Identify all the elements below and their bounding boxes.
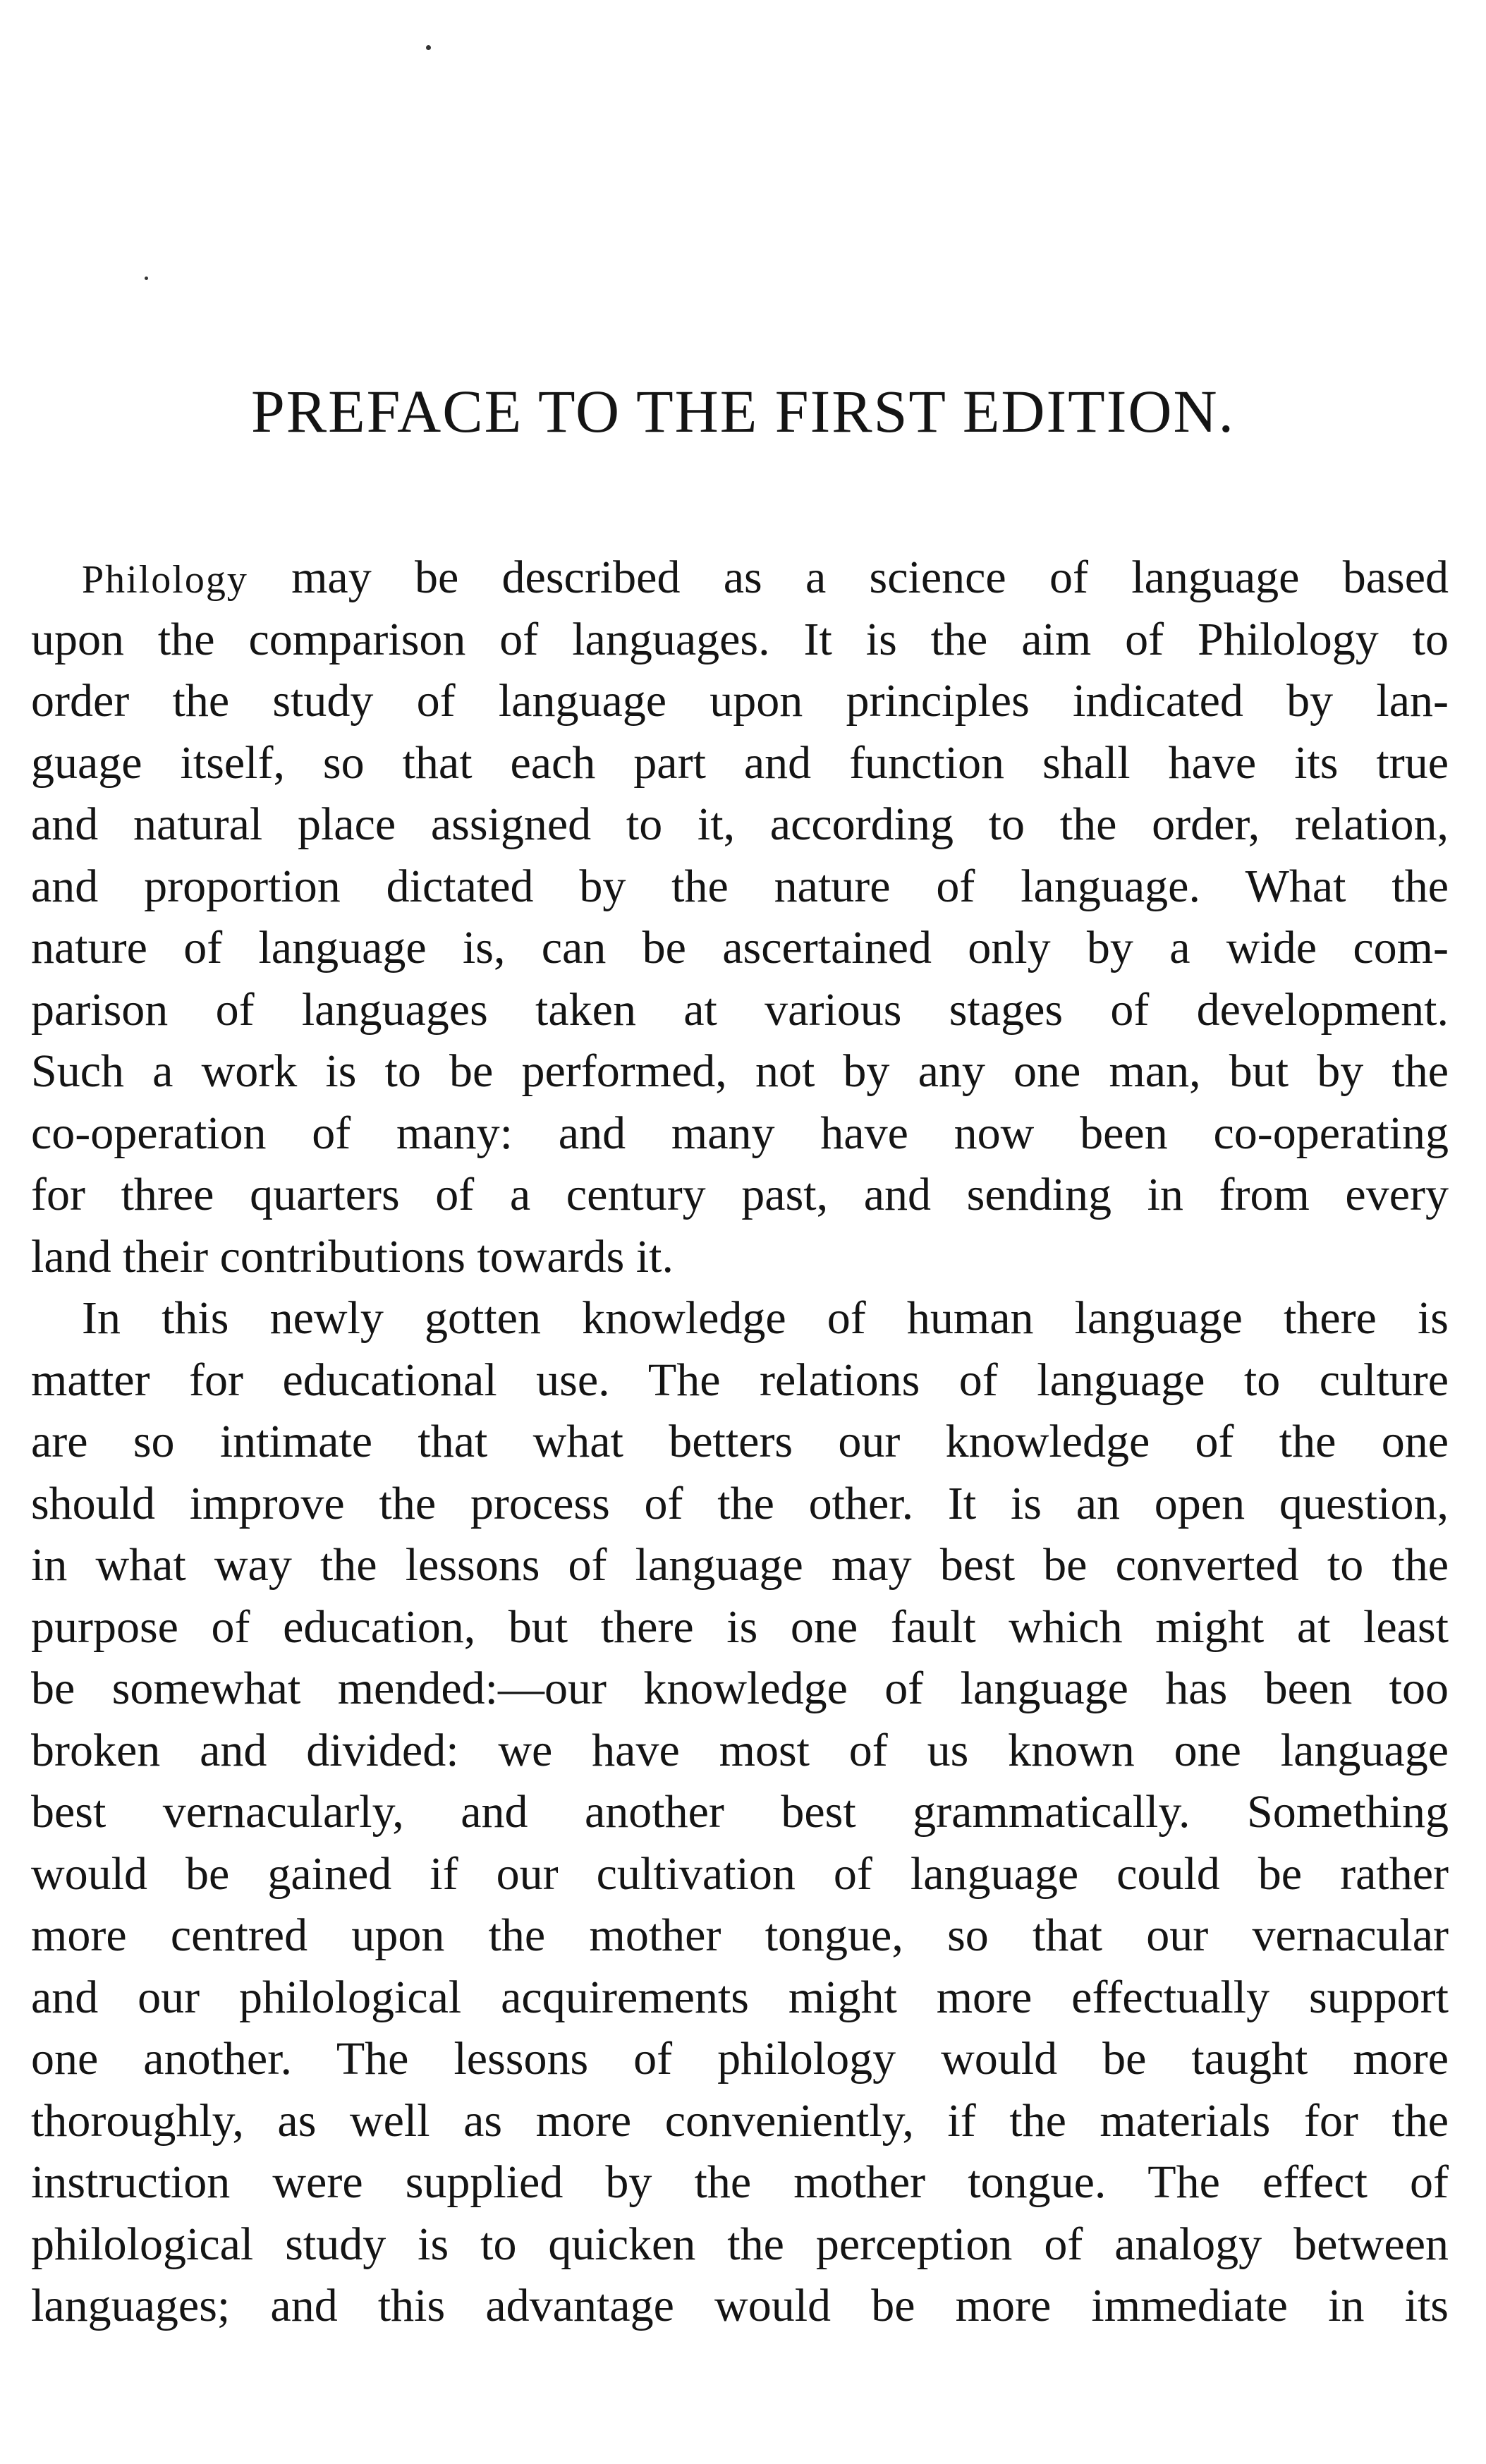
paragraph-2-line-11: more centred upon the mother tongue, so that our vernacular bbox=[31, 1910, 1449, 1961]
paragraph-2-line-6: purpose of education, but there is one fault which might at least bbox=[31, 1601, 1449, 1653]
paragraph-2-line-1: In this newly gotten knowledge of human language there is bbox=[82, 1292, 1449, 1344]
paragraph-2-line-9: best vernacularly, and another best grammatically. Something bbox=[31, 1786, 1449, 1838]
paragraph-1-line-2: upon the comparison of languages. It is the aim of Philology to bbox=[31, 613, 1449, 665]
paragraph-1-line-11: for three quarters of a century past, and sending in from every bbox=[31, 1169, 1449, 1220]
paragraph-2-line-5: in what way the lessons of language may best be converted to the bbox=[31, 1539, 1449, 1591]
ink-speck bbox=[426, 45, 431, 50]
paragraph-2-line-7: be somewhat mended:—our knowledge of language has been too bbox=[31, 1663, 1449, 1714]
paragraph-2-line-3: are so intimate that what betters our knowledge of the one bbox=[31, 1416, 1449, 1467]
paragraph-1-line-5: and natural place assigned to it, according to the order, relation, bbox=[31, 799, 1449, 850]
paragraph-1-line-1: Philology may be described as a science of language based bbox=[82, 552, 1449, 603]
paragraph-1-line-3: order the study of language upon principles indicated by lan- bbox=[31, 675, 1449, 727]
paragraph-2-line-4: should improve the process of the other. It is an open question, bbox=[31, 1477, 1449, 1529]
paragraph-2-line-12: and our philological acquirements might more effectually support bbox=[31, 1971, 1449, 2023]
paragraph-2-line-15: instruction were supplied by the mother tongue. The effect of bbox=[31, 2156, 1449, 2208]
paragraph-2-line-16: philological study is to quicken the perception of analogy between bbox=[31, 2218, 1449, 2270]
paragraph-1-line-9: Such a work is to be performed, not by any one man, but by the bbox=[31, 1045, 1449, 1097]
paragraph-1-line-10: co-operation of many: and many have now been co-operating bbox=[31, 1107, 1449, 1159]
paragraph-1-line-12: land their contributions towards it. bbox=[31, 1230, 674, 1282]
preface-body bbox=[31, 547, 1449, 2337]
paragraph-2-line-2: matter for educational use. The relations of language to culture bbox=[31, 1354, 1449, 1406]
paragraph-1-line-6: and proportion dictated by the nature of language. What the bbox=[31, 860, 1449, 912]
paragraph-1-line-8: parison of languages taken at various stages of development. bbox=[31, 983, 1449, 1036]
lead-word: Philology bbox=[82, 558, 248, 602]
paragraph-2-line-14: thoroughly, as well as more conveniently, if the materials for the bbox=[31, 2094, 1449, 2147]
paragraph-2-line-17: languages; and this advantage would be more immediate in its bbox=[31, 2280, 1449, 2331]
page-title: PREFACE TO THE FIRST EDITION. bbox=[250, 377, 1236, 445]
paragraph-2-line-8: broken and divided: we have most of us known one language bbox=[31, 1724, 1449, 1776]
paragraph-2-line-10: would be gained if our cultivation of language could be rather bbox=[31, 1847, 1449, 1900]
ink-speck bbox=[145, 277, 148, 280]
paragraph-1-line-4: guage itself, so that each part and function shall have its true bbox=[31, 736, 1449, 789]
paragraph-2-line-13: one another. The lessons of philology would be taught more bbox=[31, 2033, 1449, 2084]
paragraph-1-line-7: nature of language is, can be ascertained only by a wide com- bbox=[31, 922, 1449, 973]
